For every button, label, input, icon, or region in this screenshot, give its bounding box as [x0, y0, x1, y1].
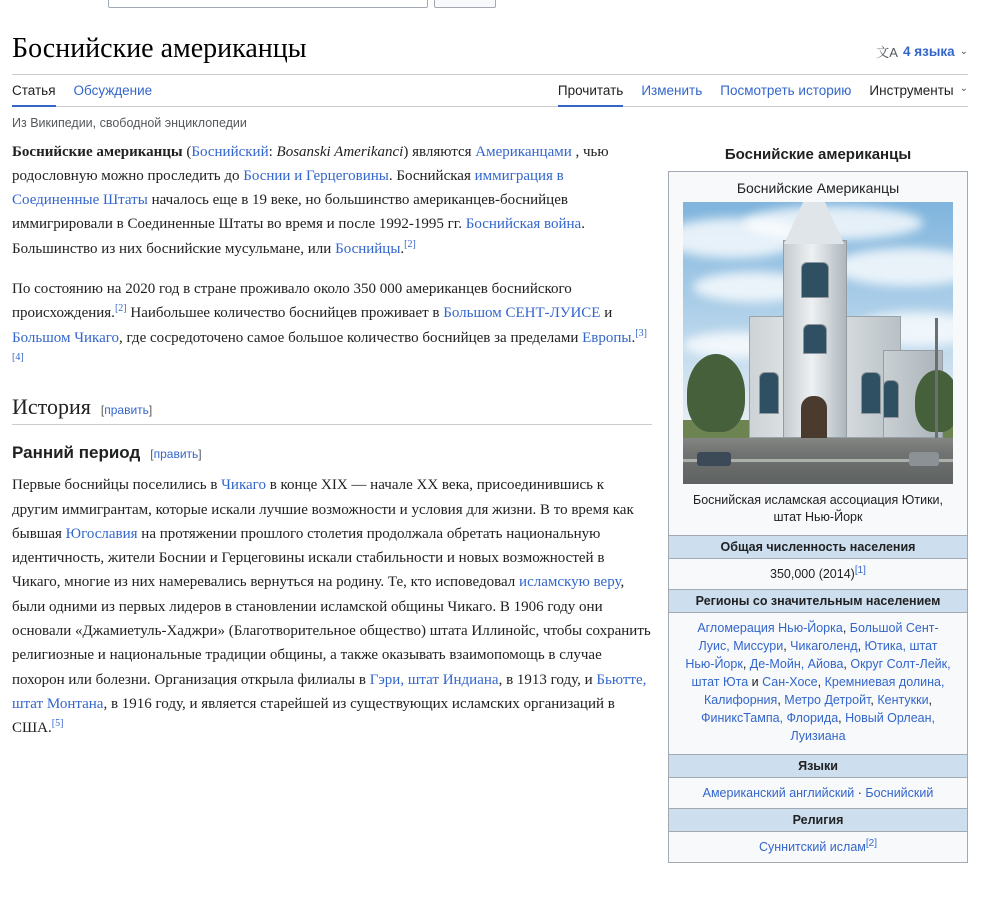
sep: ·	[854, 785, 866, 800]
car	[697, 452, 731, 466]
sep: ,	[857, 638, 865, 653]
region-link[interactable]: Большой Сент-Луис, Миссури	[698, 620, 939, 653]
text: , были одними из первых лидеров в становлении исламской общины Чикаго. В 1906 году они основали «Джамиетуль-Хаджри» (Благотворительное общество) штата Иллинойс, чтобы сохранить религиозные и национальные традиции общины, а также оказывать взаимопомощь в случае похорон или болезни. Организация открыла филиалы в	[12, 574, 651, 688]
reference-2b[interactable]: [2]	[114, 303, 127, 315]
religion-link[interactable]: Суннитский ислам	[758, 839, 866, 854]
sep: ,	[843, 656, 851, 671]
subsection-title: Ранний период	[12, 443, 141, 463]
region-link[interactable]: Метро Детройт	[784, 693, 871, 708]
text: Первые боснийцы поселились в	[12, 477, 222, 494]
church-window	[759, 372, 779, 414]
tower-window	[803, 324, 827, 354]
edit-subsection-link[interactable]	[150, 447, 201, 461]
sep: ,	[842, 620, 850, 635]
church-spire	[784, 202, 844, 244]
text: . Боснийская	[388, 167, 475, 184]
sep: ,	[783, 638, 791, 653]
infobox-value-total-population	[669, 559, 967, 589]
sep: ,	[777, 693, 785, 708]
link-americans[interactable]: Американцами	[475, 143, 572, 160]
article-body	[12, 140, 652, 755]
link-immigration-to-us[interactable]: иммиграция в Соединенные Штаты	[12, 167, 564, 209]
infobox-image-wrapper	[669, 202, 967, 486]
tab-edit[interactable]: Изменить	[641, 82, 703, 98]
edit-label[interactable]: править	[153, 447, 199, 462]
link-butte-montana[interactable]: Бьютте, штат Монтана	[12, 671, 647, 712]
bracket-close: ]	[148, 403, 153, 418]
reference-1[interactable]: [1]	[854, 564, 866, 576]
church-window	[883, 380, 899, 418]
infobox-value-languages	[669, 778, 967, 808]
tab-article[interactable]: Статья	[12, 83, 56, 107]
region-link[interactable]: Округ Солт-Лейк, штат Юта	[691, 656, 951, 690]
bracket-open: [	[150, 447, 154, 462]
tab-read[interactable]: Прочитать	[558, 83, 623, 107]
text: и	[600, 305, 613, 322]
bracket-open: [	[100, 403, 105, 418]
text: , в 1913 году, и	[498, 671, 597, 688]
article-tabs	[12, 75, 968, 107]
article-bold-lead: Боснийские американцы	[12, 143, 183, 160]
car	[909, 452, 939, 466]
church-window	[861, 372, 881, 414]
population-number: 350,000 (2014)	[770, 566, 855, 581]
sep: ,	[817, 675, 825, 690]
page-title: Боснийские американцы	[12, 33, 307, 64]
bracket-close: ]	[198, 447, 202, 462]
edit-label[interactable]: править	[104, 403, 149, 418]
infobox-header-languages: Языки	[669, 754, 967, 778]
paragraph-population	[12, 277, 652, 374]
infobox-value-regions	[669, 613, 967, 754]
region-link[interactable]: Кентукки	[877, 693, 929, 708]
paragraph-early-period	[12, 473, 652, 740]
sep: ,	[742, 656, 750, 671]
infobox-frame	[668, 171, 968, 863]
region-link[interactable]: Кремниевая долина, Калифорния	[703, 675, 945, 708]
link-bosnian-language[interactable]: Боснийский	[191, 143, 269, 160]
reference-5[interactable]: [5]	[51, 718, 64, 730]
tab-discussion[interactable]: Обсуждение	[73, 82, 153, 98]
sep: ,	[928, 693, 933, 708]
section-title: История	[12, 394, 91, 420]
paragraph-intro	[12, 140, 652, 261]
link-greater-st-louis[interactable]: Большом СЕНТ-ЛУИСЕ	[443, 305, 601, 322]
body-columns	[12, 140, 968, 863]
text: .	[631, 329, 636, 346]
link-yugoslavia[interactable]: Югославия	[65, 525, 138, 542]
reference-2c[interactable]: [2]	[865, 837, 877, 849]
region-link[interactable]: Де-Мойн, Айова	[749, 656, 844, 671]
top-search-bar	[0, 0, 984, 14]
sep-static: ,	[838, 711, 846, 726]
text: .	[400, 240, 405, 257]
tab-tools[interactable]: Инструменты	[869, 82, 954, 98]
language-link[interactable]: Боснийский	[865, 785, 934, 800]
region-link[interactable]: Финикс	[700, 711, 744, 726]
language-count-label: 4 языка	[902, 44, 955, 59]
language-switcher-button[interactable]	[876, 42, 968, 61]
language-icon: 文A	[876, 45, 898, 60]
reference-3-4[interactable]: [3][4]	[12, 327, 647, 363]
language-link[interactable]: Американский английский	[702, 785, 855, 800]
infobox-value-religion	[669, 832, 967, 862]
text: . Большинство из них боснийские мусульмане, или	[12, 216, 585, 257]
link-bosnian-war[interactable]: Боснийская война	[465, 216, 582, 233]
subsection-heading-early-period	[12, 443, 652, 463]
region-link[interactable]: Сан-Хосе	[762, 675, 818, 690]
title-row	[12, 14, 968, 74]
italic-native-name: Bosanski Amerikanci	[276, 143, 404, 160]
infobox-header-religion: Религия	[669, 808, 967, 832]
region-link[interactable]: Чикаголенд	[790, 638, 858, 653]
tower-window	[801, 262, 829, 298]
link-gary-indiana[interactable]: Гэри, штат Индиана	[369, 671, 499, 688]
tree	[915, 370, 953, 432]
infobox-subtitle: Боснийские Американцы	[736, 179, 900, 196]
link-bosnia-herzegovina[interactable]: Боснии и Герцеговины	[243, 167, 389, 184]
link-europe[interactable]: Европы	[582, 329, 632, 346]
infobox-header-regions: Регионы со значительным населением	[669, 589, 967, 613]
link-greater-chicago[interactable]: Большом Чикаго	[12, 329, 120, 346]
chevron-down-icon: ⌄	[959, 46, 968, 57]
region-link[interactable]: Тампа, Флорида	[743, 711, 839, 726]
tree	[687, 354, 745, 432]
church-door	[801, 396, 827, 438]
sep: и	[748, 675, 763, 690]
text: По состоянию на 2020 год в стране проживало около 350 000 американцев боснийского происхождения.	[12, 281, 572, 322]
region-link[interactable]: Агломерация Нью-Йорка	[697, 620, 843, 635]
region-link[interactable]: Ютика, штат Нью-Йорк	[685, 638, 938, 671]
tabs-left-group	[12, 83, 152, 107]
utility-pole	[935, 318, 938, 438]
infobox	[668, 142, 968, 863]
infobox-header-total-population: Общая численность населения	[669, 535, 967, 559]
search-button[interactable]	[434, 0, 496, 8]
text: в конце XIX — начале XX века, присоединившись к другим иммигрантам, которые искали лучшие возможности и условия для жизни. В то время как бывшая	[12, 477, 634, 542]
link-islamic-faith[interactable]: исламскую веру	[519, 574, 621, 591]
infobox-image-caption: Боснийская исламская ассоциация Ютики, штат Нью-Йорк	[693, 492, 943, 525]
link-bosniaks[interactable]: Боснийцы	[335, 240, 401, 257]
section-heading-history	[12, 394, 652, 425]
sep: ,	[870, 693, 878, 708]
infobox-title: Боснийские американцы	[724, 145, 912, 163]
link-chicago[interactable]: Чикаго	[221, 477, 266, 494]
text: на протяжении прошлого столетия продолжала обретать национальную идентичность, жители Боснии и Герцеговины искали стабильности и новых возможностей в Чикаго, многие из них намеревались вернуться на родину. Те, кто исповедовал	[12, 525, 605, 591]
infobox-image-bosnian-islamic-association[interactable]	[683, 202, 953, 484]
edit-section-link[interactable]	[101, 403, 152, 417]
region-link[interactable]: Новый Орлеан, Луизиана	[790, 711, 936, 744]
text: Наибольшее количество боснийцев проживает в	[126, 305, 444, 322]
text: , чью родословную можно проследить до	[12, 143, 609, 184]
chevron-down-icon-tools[interactable]: ⌄	[959, 82, 968, 94]
text: :	[268, 143, 277, 160]
text: , в 1916 году, и является старейшей из существующих исламских организаций в США.	[12, 695, 615, 737]
tabs-right-group	[558, 83, 968, 107]
reference-2[interactable]: [2]	[404, 238, 416, 250]
site-subtitle: Из Википедии, свободной энциклопедии	[12, 115, 247, 130]
text: началось еще в 19 веке, но большинство американцев-боснийцев иммигрировали в Соединенные Штаты во время и после 1992-1995 гг.	[12, 192, 568, 233]
text: (	[182, 143, 192, 160]
text: , где сосредоточено самое большое количество боснийцев за пределами	[119, 329, 583, 346]
tab-view-history[interactable]: Посмотреть историю	[720, 82, 852, 98]
text: ) являются	[403, 143, 476, 160]
search-input[interactable]	[108, 0, 428, 8]
